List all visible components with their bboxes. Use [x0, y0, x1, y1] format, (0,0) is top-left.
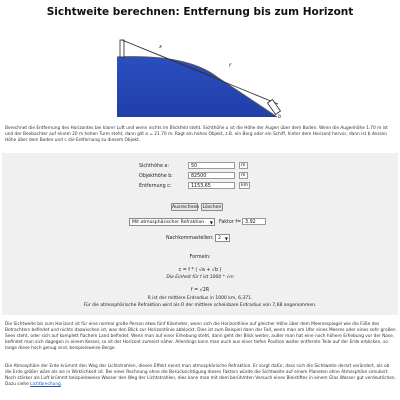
- label-f: f: [229, 63, 231, 69]
- label-x: x: [159, 44, 162, 50]
- formula-r-note: R ist der mittlere Erdradius in 1000 km, 6,371.: [147, 296, 253, 301]
- sichthoehe-input[interactable]: 50: [188, 162, 235, 169]
- formula-heading: Formeln:: [189, 255, 211, 260]
- formula-unit-note: Die Einheit für f ist 1000 * √m: [166, 275, 234, 280]
- calculate-button[interactable]: Ausrechnen: [172, 205, 200, 210]
- decimals-select[interactable]: [215, 234, 230, 242]
- formula-c: c = f * ( √a + √b ): [178, 268, 222, 273]
- observer-pole: [120, 40, 124, 57]
- factor-input[interactable]: 3.92: [242, 218, 266, 225]
- formula-refraction-note: Für die atmosphärische Refraktion wird als R der mittlere scheinbare Erdradius von 7,68 angenommen.: [83, 303, 317, 308]
- label-sichthoehe: Sichthöhe a:: [139, 164, 169, 169]
- refraction-select-value: Mit atmosphärischer Refraktion: [132, 220, 205, 225]
- entfernung-input[interactable]: 1153,65: [188, 182, 235, 189]
- decimals-select-value: 2: [218, 236, 221, 241]
- objekthoehe-input[interactable]: 82500: [188, 172, 235, 179]
- sichthoehe-unit-select[interactable]: m: [239, 162, 248, 169]
- horizon-diagram: [117, 22, 287, 122]
- label-objekthoehe: Objekthöhe b:: [139, 174, 173, 179]
- refraction-select[interactable]: [129, 218, 215, 226]
- page-title: Sichtweite berechnen: Entfernung bis zum Horizont: [46, 6, 354, 18]
- paragraph-refraktion-text: Die Atmosphäre der Erde krümmt den Weg der Lichtstrahlen, diesen Effekt nennt man atmosphärische Refraktion. Er sorgt dafür, dass sich die Sichtweite derart verändert, als ob die Erde größer wäre als sie in Wirklichkeit ist. Bei einer Rechnung ohne die Berücksichtigung dieses Faktors würde die Sichtweite auf einem Planeten ohne Atmosphäre simuliert. Noch stärker als Luft krümmt beispielsweise Wasser den Weg der Lichtstrahlen, dies kann man mit dem berühmten Versuch eines Bleistiftes in einem Glas Wasser gut verdeutlichen. Dazu siehe: [5, 364, 396, 387]
- label-b: b: [278, 114, 282, 120]
- paragraph-sichtweite: Die Sichtweite bis zum Horizont ist für eine normal große Person etwa fünf Kilometer, wenn sich die Horizontlinie auf gleicher Höhe über dem Meeresspiegel wie die Füße des Betrachters befindet und nichts dazwischen ist, was den Blick zur Horizontlinie abblockt. Dies ist zum Beispiel dann der Fall, wenn man am Ufer eines Meeres oder eines sehr großen Sees steht, oder sich auf komplett flachem Land befindet. Wenn man auf einer Erhebung steht, dann geht der Blick weiter, außer man hat eine noch höhere Erhebung vor der Nase, befindet man sich dagegen in einem Kessel, so ist der Horizont zumeist näher. Allerdings kann man auch aus einer tiefen Position weiter entfernte Teile auf der Erde erblicken, so lange diese hoch genug sind, beispielsweise Berge.: [5, 322, 396, 351]
- paragraph-refraktion: Die Atmosphäre der Erde krümmt den Weg der Lichtstrahlen, diesen Effekt nennt man atmosphärische Refraktion. Er sorgt dafür, dass sich die Sichtweite derart verändert, als ob die Erde größer wäre als sie in Wirklichkeit ist. Bei einer Rechnung ohne die Berücksichtigung dieses Faktors würde die Sichtweite auf einem Planeten ohne Atmosphäre simuliert. Noch stärker als Luft krümmt beispielsweise Wasser den Weg der Lichtstrahlen, dies kann man mit dem berühmten Versuch eines Bleistiftes in einem Glas Wasser gut verdeutlichen. Dazu siehe Lichtbrechung.: [5, 364, 396, 387]
- entfernung-unit-select[interactable]: km: [241, 183, 248, 188]
- label-entfernung: Entfernung c:: [139, 184, 172, 189]
- decimals-label: Nachkommastellen:: [166, 236, 214, 241]
- link-lichtbrechung[interactable]: Lichtbrechung: [30, 382, 61, 387]
- chevron-down-icon: ▼: [224, 236, 228, 241]
- intro-text: Berechnet die Entfernung des Horizontes bei klarer Luft und wenn nichts im Blickfeld steht. Sichthöhe a ist die Höhe der Augen über dem Boden. Wenn die Augenhöhe 1.70 m ist und der Beobachter auf einem 20 m hohen Turm steht, dann gilt a = 21.70 m. Ragt ein hohes Objekt, z.B. ein Berg oder ein Schiff, hinter dem Horizont hervor, dann ist b dessen Höhe über dem Boden und c die Entfernung zu diesem Objekt.: [5, 126, 388, 143]
- clear-button[interactable]: Löschen: [202, 205, 222, 210]
- objekthoehe-unit-select[interactable]: m: [239, 172, 248, 179]
- formula-f: f = √2R: [190, 288, 210, 293]
- chevron-down-icon: ▼: [209, 220, 213, 225]
- factor-label: Faktor f=: [219, 220, 242, 225]
